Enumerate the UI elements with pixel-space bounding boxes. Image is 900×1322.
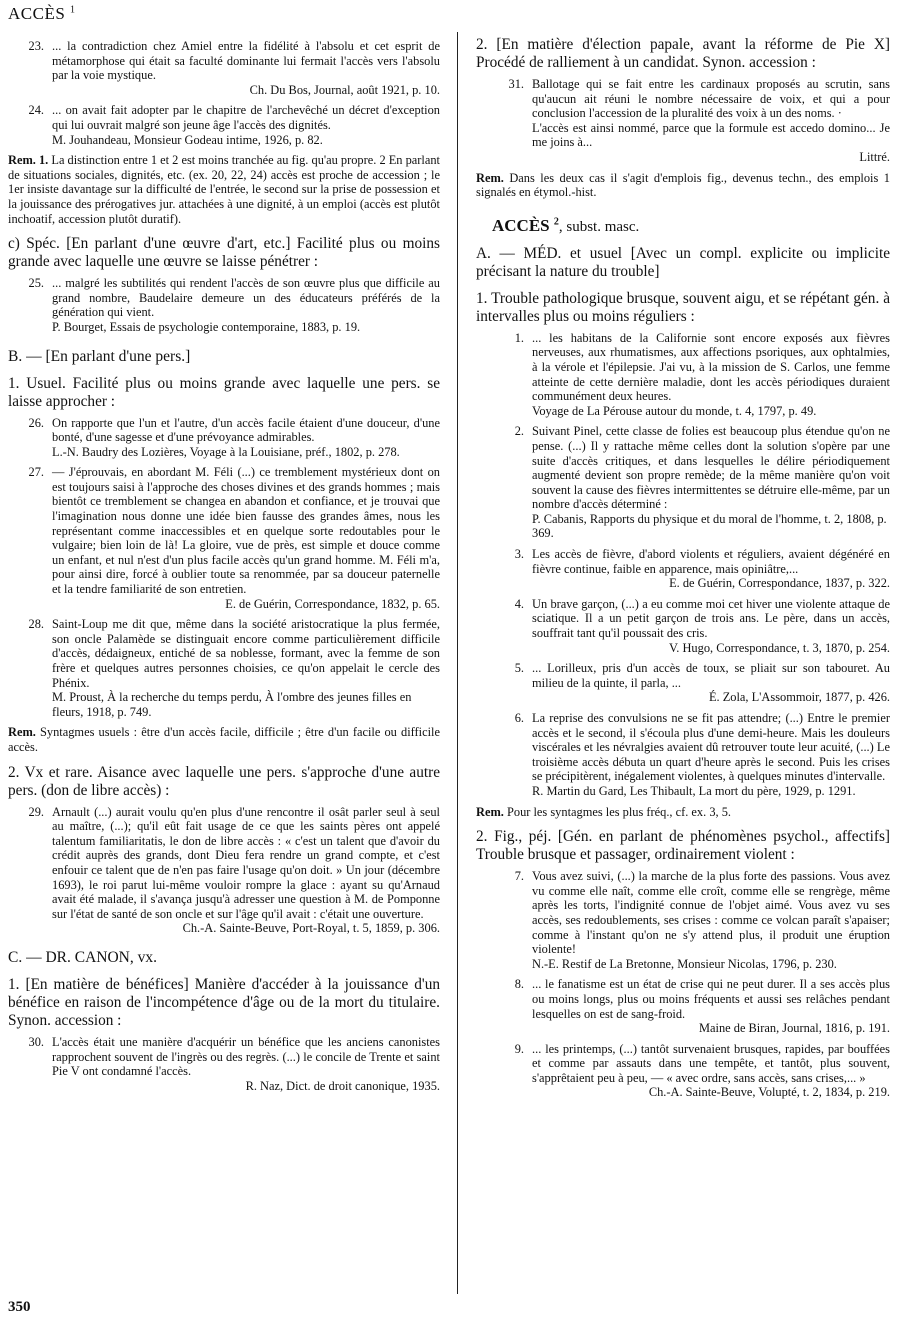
page-number: 350 (8, 1299, 31, 1315)
example-9: 9. ... les printemps, (...) tantôt survenaient brusques, rapides, par bouffées et comme par assauts dans une tempête, et tantôt, plus souvent, s'apprêtaient peu à peu, — « avec ordre, sans accès, sans crises,... » Ch.-A. Sainte-Beuve, Volupté, t. 2, 1834, p. 219. (514, 1041, 890, 1100)
remark-2: Rem. Syntagmes usuels : être d'un accès facile, difficile ; être d'un facile ou difficile accès. (8, 725, 440, 754)
example-1: 1. ... les habitans de la Californie sont encore exposés aux fièvres nerveuses, aux rhumatismes, aux affections psoriques, aux ophtalmies, à la vérole et l'épilepsie. J'ai vu, à la mission de S. Carlos, une femme atteinte de cette dernière maladie, dont les accès périodiques duraient communément deux heures. Voyage de La Pérouse autour du monde, t. 4, 1797, p. 49. (514, 330, 890, 418)
section-C-heading: C. — DR. CANON, vx. (8, 948, 157, 966)
example-23: 23. ... la contradiction chez Amiel entre la fidélité à l'absolu et cet esprit de métamorphose qui était sa faculté dominante lui fermait l'accès vers l'absolu par la voie mystique. Ch. Du Bos, Journal, août 1921, p. 10. (28, 39, 440, 97)
example-5: 5. ... Lorilleux, pris d'un accès de toux, se pliait sur son tabouret. Au milieu de la quinte, il parla, ... É. Zola, L'Assommoir, 1877, p. 426. (514, 661, 890, 705)
example-4: 4. Un brave garçon, (...) a eu comme moi cet hiver une violente attaque de sciatique. Il a un petit garçon de trois ans. Le père, dans un accès, souffrait tant qu'il poussait des cris. V. Hugo, Correspondance, t. 3, 1870, p. 254. (514, 596, 890, 655)
section-B2: 2. Vx et rare. Aisance avec laquelle une pers. s'approche d'une autre pers. (don de libre accès) : (8, 763, 440, 799)
example-25: 25. ... malgré les subtilités qui rendent l'accès de son œuvre plus que difficile au grand nombre, Baudelaire demeure un des éducateurs préférés de la génération qui vient. P. Bourget, Essais de psychologie contemporaine, 1883, p. 19. (28, 276, 440, 334)
section-A: A. — MÉD. et usuel [Avec un compl. explicite ou implicite précisant la nature du trouble] (476, 244, 890, 280)
remark-3: Rem. Dans les deux cas il s'agit d'emplois fig., devenus techn., des emplois 1 signalés en étymol.-hist. (476, 170, 890, 200)
example-3: 3. Les accès de fièvre, d'abord violents et réguliers, avaient dégénéré en fièvre continue, faible en apparence, mais opiniâtre,... E. de Guérin, Correspondance, 1837, p. 322. (514, 547, 890, 591)
example-2: 2. Suivant Pinel, cette classe de folies est beaucoup plus étendue qu'on ne pense. (...) Il y rattache même celles dont la solution s'opère par une suite d'accès critiques, et dans lesquelles le délire périodiquement augmenté devient son propre remède; de la même manière qu'on voit souvent la cause des fièvres intermittentes se détruire elle-même, par un nombre d'accès déterminé : P. Cabanis, Rapports du physique et du moral de l'homme, t. 2, 1808, p. 369. (514, 424, 890, 541)
section-c-spec: c) Spéc. [En parlant d'une œuvre d'art, etc.] Facilité plus ou moins grande avec laquelle une œuvre se laisse pénétrer : (8, 235, 440, 271)
example-28: 28. Saint-Loup me dit que, même dans la société aristocratique la plus fermée, son oncle Palamède se distinguait encore comme particulièrement difficile d'accès, dédaigneux, entiché de sa noblesse, formant, avec la femme de son frère et quelques autres personnes choisies, ce qu'on appelait le cercle des Phénix. M. Proust, À la recherche du temps perdu, À l'ombre des jeunes filles en fleurs, 1918, p. 749. (28, 617, 440, 719)
remark-4: Rem. Pour les syntagmes les plus fréq., cf. ex. 3, 5. (476, 804, 732, 819)
example-8: 8. ... le fanatisme est un état de crise qui ne peut durer. Il a ses accès plus ou moins longs, plus ou moins fréquents et aussi ses relâches pendant lesquelles on est de sang-froid. Maine de Biran, Journal, 1816, p. 191. (514, 977, 890, 1036)
section-C2: 2. [En matière d'élection papale, avant la réforme de Pie X] Procédé de ralliement à un candidat. Synon. accession : (476, 36, 890, 71)
right-column (476, 36, 890, 1106)
section-A2: 2. Fig., péj. [Gén. en parlant de phénomènes psychol., affectifs] Trouble brusque et passager, ordinairement violent : (476, 828, 890, 864)
example-29: 29. Arnault (...) aurait voulu qu'en plus d'une rencontre il osât parler seul à seul au maître, (...); qu'il eût fait usage de ce que les saints pères ont appelé talentum familiaritatis, le don de libre accès : « c'est un talent que d'avoir du crédit auprès des grands, dont Dieu fera rendre un grand compte, et c'est enfouir ce talent que de n'en pas faire l'usage qu'on doit. » Un jour (décembre 1693), le roi parut lui-même vouloir rompre la glace : ayant su qu'Arnaud avait été malade, il s'avança jusqu'à adresser une question à M. de Pomponne sur l'état de santé de son oncle et sur l'âge qu'il avait : c'était une ouverture. Ch.-A. Sainte-Beuve, Port-Royal, t. 5, 1859, p. 306. (28, 804, 440, 936)
running-head: ACCÈS $^1$ (8, 4, 76, 23)
section-B-heading: B. — [En parlant d'une pers.] (8, 347, 191, 365)
column-divider (457, 32, 458, 1294)
section-B1: 1. Usuel. Facilité plus ou moins grande avec laquelle une pers. se laisse approcher : (8, 374, 440, 410)
example-30: 30. L'accès était une manière d'acquérir un bénéfice que les anciens canonistes rapprochent souvent de l'ingrès ou des regrès. (...) le concile de Trente et saint Pie V ont condamné l'accès. R. Naz, Dict. de droit canonique, 1935. (28, 1034, 440, 1093)
example-27: 27. — J'éprouvais, en abordant M. Féli (...) ce tremblement mystérieux dont on est toujours saisi à l'approche des choses divines et des grands hommes ; mais bientôt ce tremblement se changea en abandon et confiance, et je trouvai que l'imagination nous donne une idée bien fausse des grandes âmes, nous les représentant comme inaccessibles et en quelque sorte redoutables pour le vulgaire; bien loin de là! La gloire, vue de près, est simple et douce comme un enfant, et nul n'est d'un plus facile accès qu'un grand homme. M. Féli m'a, pour ainsi dire, forcé à oublier toute sa renommée, par sa douceur paternelle et la tendre familiarité de son entretien. E. de Guérin, Correspondance, 1832, p. 65. (28, 465, 440, 611)
example-31: 31. Ballotage qui se fait entre les cardinaux proposés au scrutin, sans qu'aucun ait réuni le nombre nécessaire de voix, et qui a pour conclusion l'accession de la pluralité des voix à un des noms. · L'accès est ainsi nommé, parce que la formule est accedo domino... Je me joins à... Littré. (508, 77, 890, 164)
section-A1: 1. Trouble pathologique brusque, souvent aigu, et se répétant gén. à intervalles plus ou moins réguliers : (476, 289, 890, 325)
example-7: 7. Vous avez suivi, (...) la marche de la plus forte des passions. Vous avez vu comme elle naît, comme elle croît, comme elle se rengrège, même après les torts, l'indignité connue de l'objet aimé. Vous avez vu ses accès, ses redoublements, ses crises : comme ce volcan paraît s'apaiser; comme à l'instant qu'on ne s'y attend plus, il produit une éruption violente! N.-E. Restif de La Bretonne, Monsieur Nicolas, 1796, p. 230. (514, 869, 890, 971)
example-24: 24. ... on avait fait adopter par le chapitre de l'archevêché un décret d'exception qui lui ouvrait malgré son jeune âge l'accès des dignités. M. Jouhandeau, Monsieur Godeau intime, 1926, p. 82. (28, 103, 440, 147)
remark-1: Rem. 1. La distinction entre 1 et 2 est moins tranchée au fig. qu'au propre. 2 En parlant de situations sociales, dignités, etc. (ex. 20, 22, 24) accès est proche de accession ; le 1er insiste davantage sur la difficulté de l'entrée, le second sur la prise de possession et la jouissance des prérogatives jur. attachées à une dignité, à un emploi (accès est plutôt inchoatif, accession plutôt duratif). (8, 153, 441, 226)
example-26: 26. On rapporte que l'un et l'autre, d'un accès facile étaient d'une douceur, d'une bonté, d'une sagesse et d'une prévoyance admirables. L.-N. Baudry des Lozières, Voyage à la Louisiane, préf., 1802, p. 278. (28, 415, 440, 459)
example-6: 6. La reprise des convulsions ne se fit pas attendre; (...) Entre le premier accès et le second, il s'écoula plus d'une demi-heure. Mais les douleurs viscérales et les névralgies avaient dû retrouver toute leur acuité, (...) Le troisième accès débuta un quart d'heure après le second. Puis les crises se précipitèrent, inégalement violentes, à quelques minutes d'intervalle. R. Martin du Gard, Les Thibault, La mort du père, 1929, p. 1291. (514, 711, 890, 798)
entry-headword: ACCÈS $^2$, subst. masc. (492, 215, 640, 235)
left-column (8, 36, 440, 1099)
section-C1: 1. [En matière de bénéfices] Manière d'accéder à la jouissance d'un bénéfice en raison de l'incompétence d'âge ou de la mort du titulaire. Synon. accession : (8, 975, 440, 1029)
